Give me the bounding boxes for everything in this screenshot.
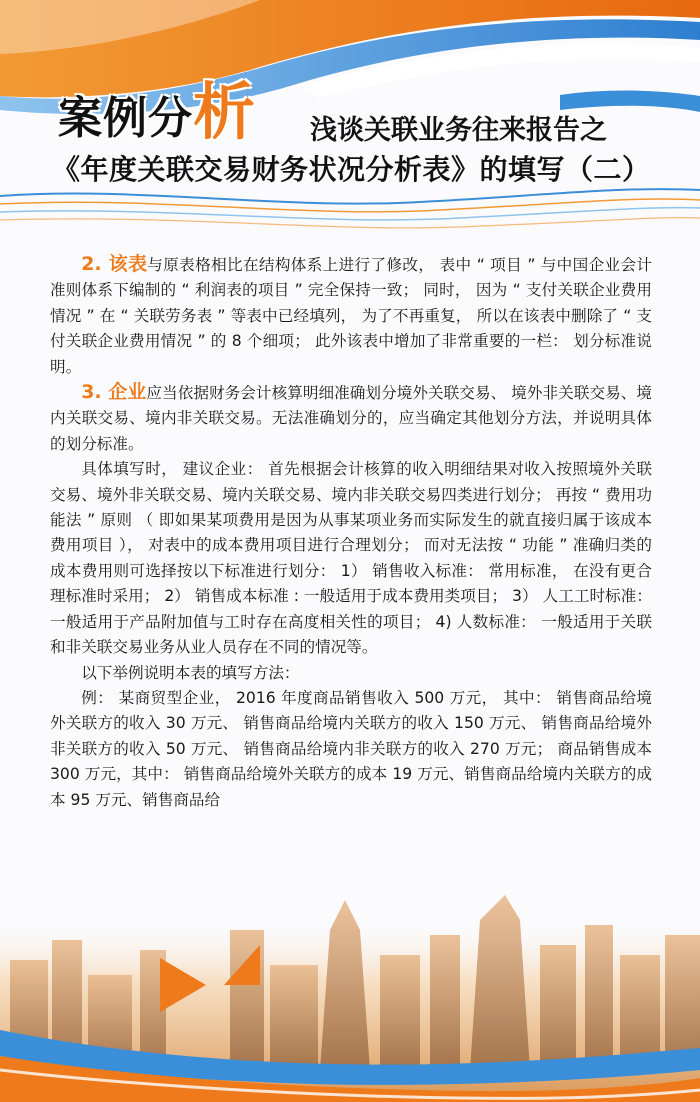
article-body [50, 252, 652, 813]
subtitle-line-2: 《年度关联交易财务状况分析表》的填写（二） [52, 153, 651, 186]
title-main: 案例分 [58, 93, 193, 144]
title-emphasis: 析 [193, 75, 256, 148]
paragraph-1-text: 与原表格相比在结构体系上进行了修改， 表中 “ 项目 ” 与中国企业会计准则体系下编制的 “ 利润表的项目 ” 完全保持一致； 同时， 因为 “ 支付关联企业费用情况 ” 在 “ 关联劳务表 ” 等表中已经填列， 为了不再重复， 所以在该表中删除了 “ 支付关联企业费用情况 ” 的 8 个细项； 此外该表中增加了非常重要的一栏： 划分标准说明。 [50, 256, 652, 376]
page-title [58, 62, 256, 148]
paragraph-2-text: 应当依据财务会计核算明细准确划分境外关联交易、 境外非关联交易、境内关联交易、境内非关联交易。无法准确划分的，应当确定其他划分方法，并说明具体的划分标准。 [50, 384, 652, 453]
paragraph-2-lead: 3. 企业 [81, 381, 147, 404]
paragraph-1 [50, 252, 652, 380]
paragraph-1-lead: 2. 该表 [81, 253, 148, 275]
paragraph-3: 具体填写时， 建议企业： 首先根据会计核算的收入明细结果对收入按照境外关联交易、境外非关联交易、境内关联交易、境内非关联交易四类进行划分； 再按 “ 费用功能法 ” 原则 （ 即如果某项费用是因为从事某项业务而实际发生的就直接归属于该成本费用项目 ）， 对表中的成本费用项目进行合理划分； 而对无法按 “ 功能 ” 准确归类的成本费用则可选择按以下标准进行划分： 1） 销售收入标准： 常用标准， 在没有更合理标准时采用； 2） 销售成本标准 : 一般适用于成本费用类项目； 3） 人工工时标准： 一般适用于产品附加值与工时存在高度相关性的项目； 4) 人数标准： 一般适用于关联和非关联交易业务从业人员存在不同的情况等。 [50, 460, 652, 657]
paragraph-2 [50, 380, 652, 457]
paragraph-5: 例： 某商贸型企业， 2016 年度商品销售收入 500 万元， 其中： 销售商品给境外关联方的收入 30 万元、 销售商品给境内关联方的收入 150 万元、 销售商品给境外非关联方的收入 50 万元、 销售商品给境内非关联方的收入 270 万元； 商品销售成本 300 万元，其中： 销售商品给境外关联方的成本 19 万元、销售商品给境内关联方的成本 95 万元、销售商品给 [50, 688, 652, 809]
paragraph-4: 以下举例说明本表的填写方法： [81, 663, 300, 682]
subtitle-line-1: 浅谈关联业务往来报告之 [310, 115, 607, 146]
